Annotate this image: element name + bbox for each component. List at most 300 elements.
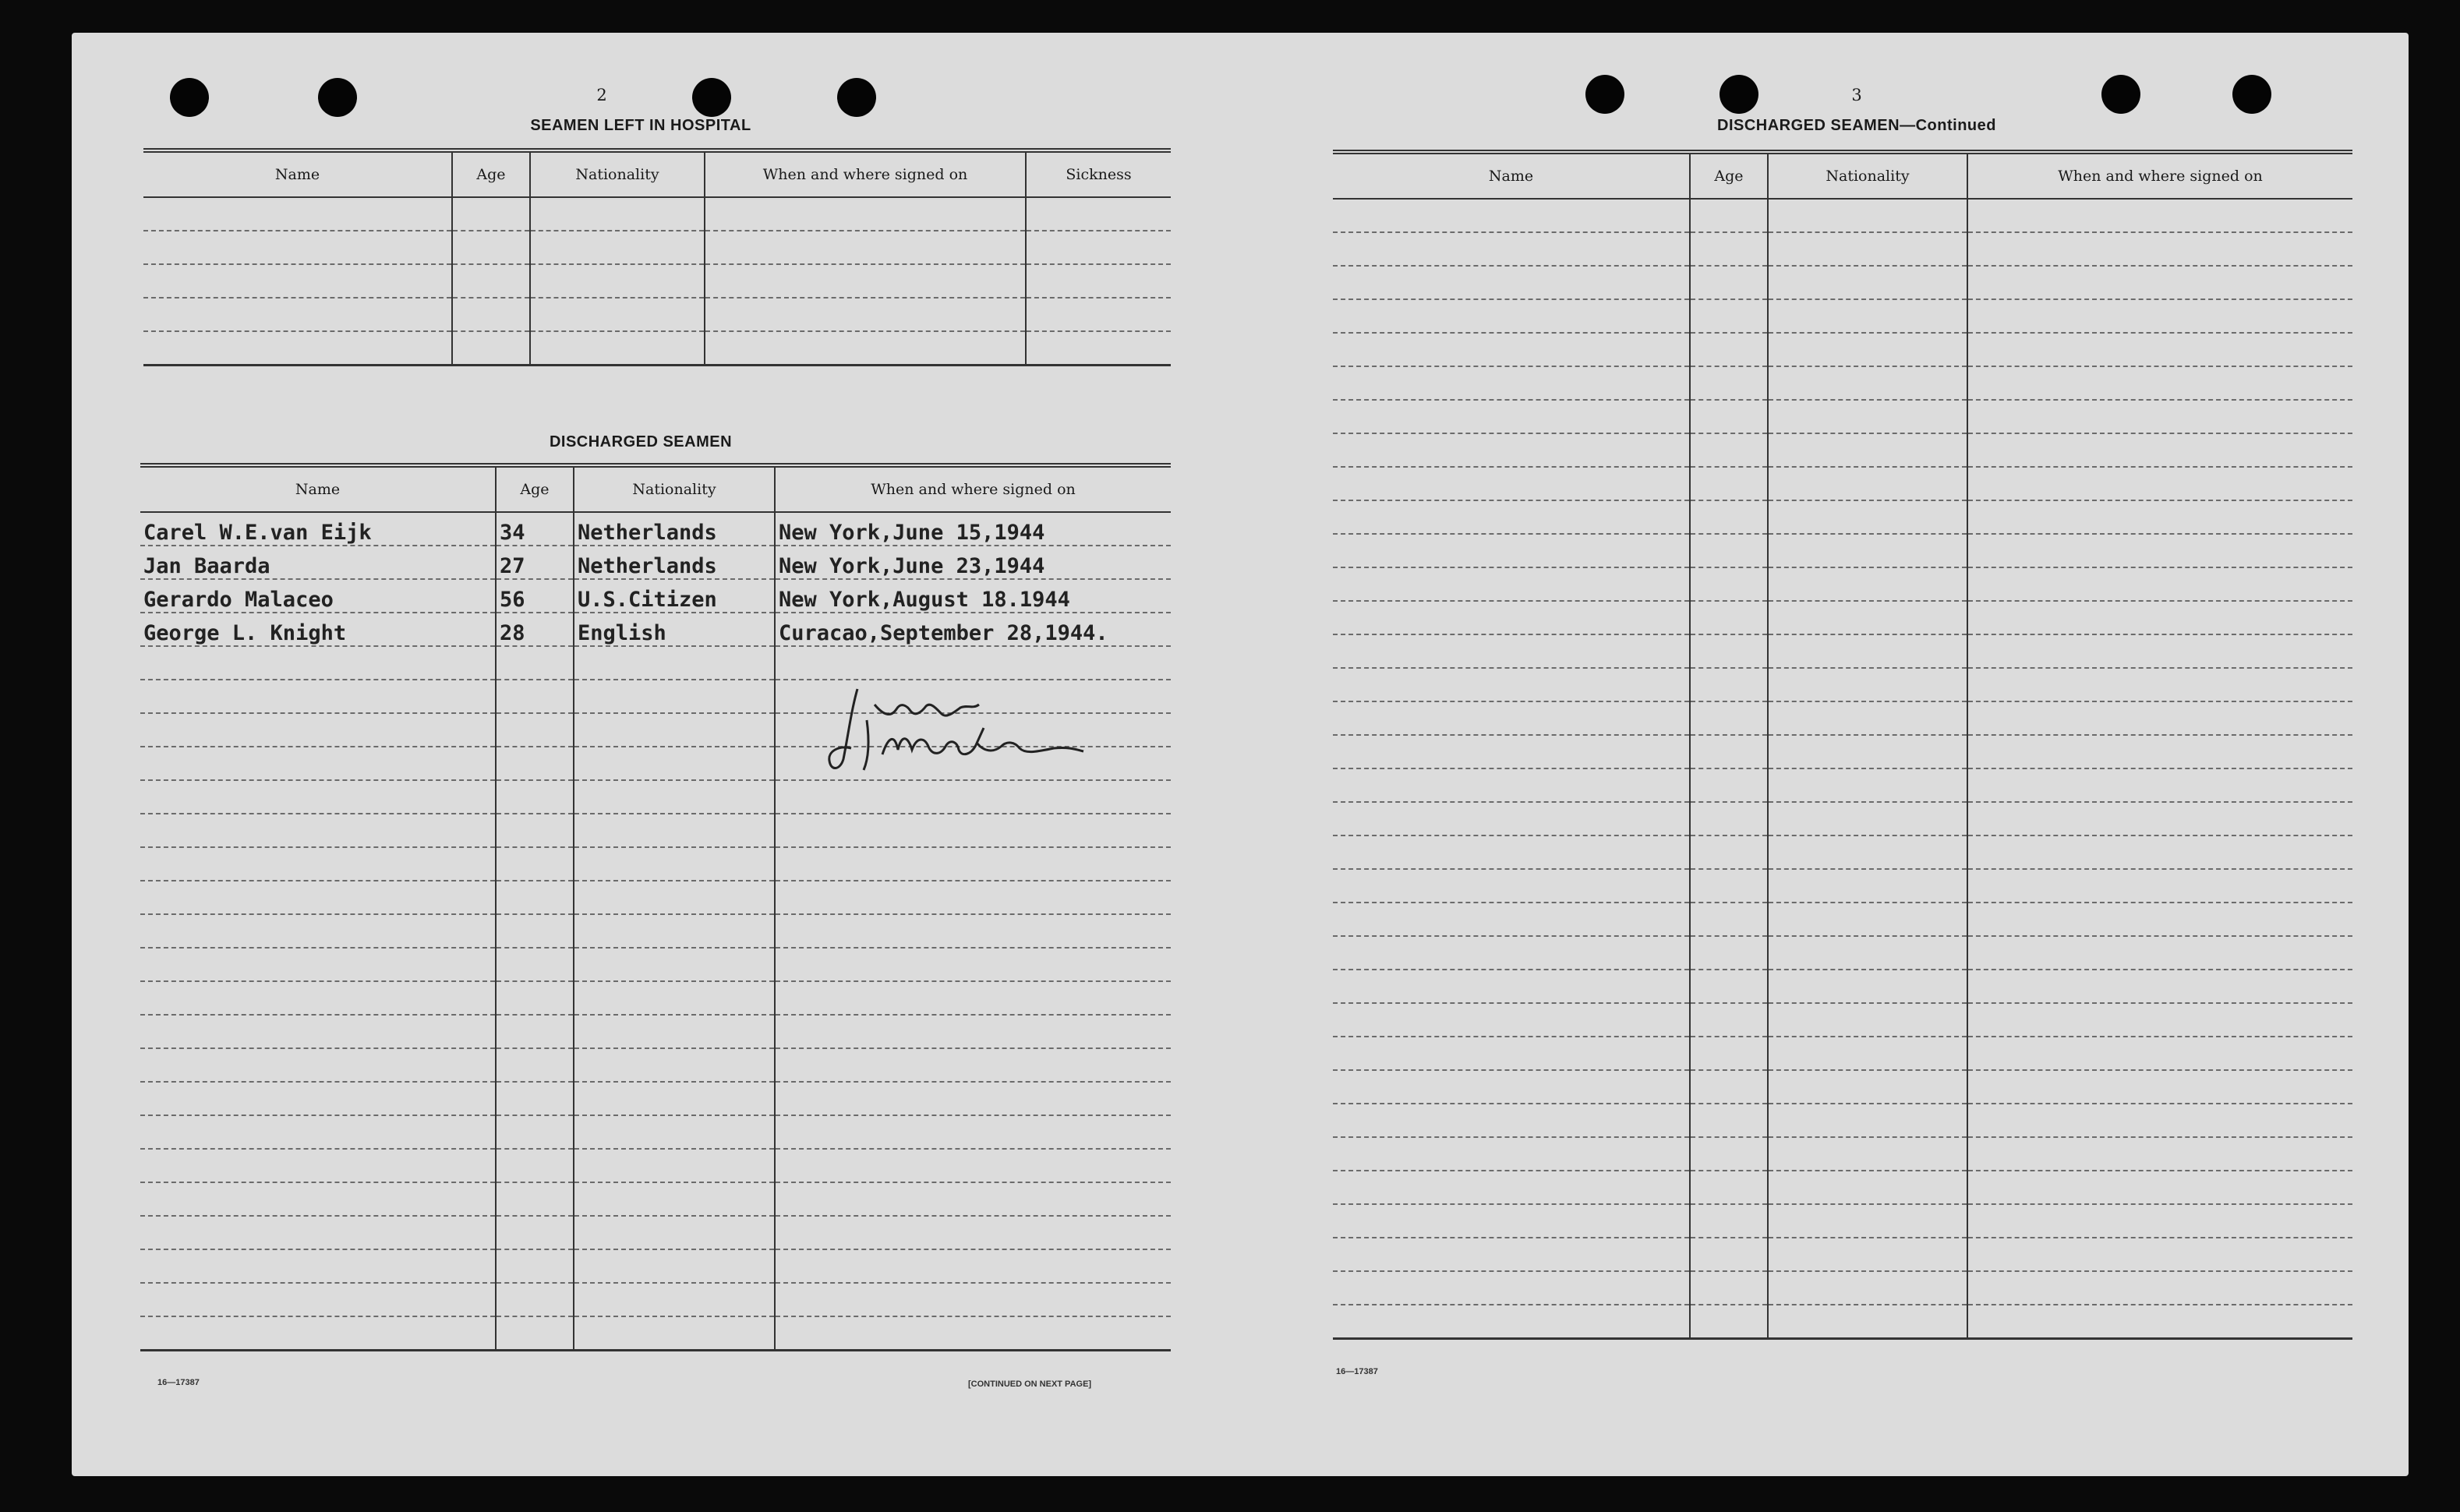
table-cell: [140, 1283, 496, 1316]
table-cell: [1333, 869, 1690, 903]
table-row: [140, 948, 1171, 981]
table-cell: [1333, 232, 1690, 266]
table-cell: [775, 948, 1171, 981]
table-cell: [1967, 970, 2352, 1003]
table-cell: [1333, 1171, 1690, 1204]
table-cell: [496, 747, 574, 780]
table-row: [143, 231, 1171, 264]
table-cell: [1967, 1104, 2352, 1137]
table-cell: [1333, 500, 1690, 534]
column-header: When and where signed on: [705, 150, 1026, 197]
table-cell: [1967, 1070, 2352, 1104]
table-row: [143, 264, 1171, 298]
table-cell: [1690, 567, 1768, 601]
table-row: [1333, 768, 2352, 802]
table-cell: [1690, 534, 1768, 567]
paper-sheet: [72, 33, 2409, 1476]
table-cell: [1333, 1070, 1690, 1104]
table-row: [140, 1182, 1171, 1216]
table-cell: [496, 1015, 574, 1048]
table-cell: [1690, 333, 1768, 366]
table-cell: [574, 948, 775, 981]
table-cell: [140, 1115, 496, 1149]
table-cell: [1333, 1003, 1690, 1037]
table-cell: [1690, 1003, 1768, 1037]
table-cell: [1690, 1204, 1768, 1238]
table-cell: [1690, 1037, 1768, 1070]
table-cell: [1690, 500, 1768, 534]
table-cell: [574, 646, 775, 680]
master-signature: [820, 673, 1101, 775]
table-cell: [1690, 299, 1768, 333]
table-cell: [496, 1149, 574, 1182]
table-cell: [1768, 333, 1967, 366]
table-cell: [496, 1283, 574, 1316]
table-row: [140, 1115, 1171, 1149]
table-row: [140, 1149, 1171, 1182]
table-cell: Curacao,September 28,1944.: [775, 613, 1171, 646]
table-row: [143, 298, 1171, 331]
discharged-section-title: DISCHARGED SEAMEN: [549, 433, 733, 450]
title-suffix: —Continued: [1900, 117, 1996, 134]
table-cell: Netherlands: [574, 512, 775, 546]
table-cell: [775, 1316, 1171, 1351]
table-row: [140, 1316, 1171, 1351]
table-cell: English: [574, 613, 775, 646]
table-row: [1333, 1305, 2352, 1339]
table-cell: [1967, 601, 2352, 634]
table-cell: [1967, 802, 2352, 835]
table-cell: [140, 914, 496, 948]
table-cell: [1690, 1305, 1768, 1339]
table-cell: [1768, 1070, 1967, 1104]
table-cell: [140, 1082, 496, 1115]
table-cell: [1690, 1070, 1768, 1104]
table-cell: [1690, 869, 1768, 903]
table-cell: [140, 1015, 496, 1048]
table-cell: [1690, 835, 1768, 869]
table-cell: [574, 1082, 775, 1115]
table-cell: [452, 197, 530, 231]
table-cell: [140, 1048, 496, 1082]
table-cell: [1967, 634, 2352, 668]
table-cell: [1690, 802, 1768, 835]
table-cell: [1768, 1204, 1967, 1238]
table-cell: [1333, 1271, 1690, 1305]
table-row: [1333, 1104, 2352, 1137]
table-cell: [1333, 735, 1690, 768]
table-cell: [496, 981, 574, 1015]
table-cell: [1967, 701, 2352, 735]
table-row: [140, 1249, 1171, 1283]
table-cell: [1768, 266, 1967, 299]
table-cell: [1967, 1271, 2352, 1305]
table-cell: [1768, 1037, 1967, 1070]
discharged-continued-title: [1615, 117, 2098, 135]
table-row: [1333, 802, 2352, 835]
table-cell: [1768, 1003, 1967, 1037]
table-cell: [574, 1015, 775, 1048]
table-row: [1333, 668, 2352, 701]
table-cell: [530, 197, 705, 231]
table-row: [1333, 936, 2352, 970]
table-cell: [1768, 433, 1967, 467]
table-cell: [775, 780, 1171, 814]
table-cell: [1690, 1238, 1768, 1271]
table-cell: [496, 1115, 574, 1149]
table-cell: [1967, 500, 2352, 534]
table-row: [1333, 869, 2352, 903]
table-cell: [530, 264, 705, 298]
table-cell: [1768, 199, 1967, 232]
table-cell: [775, 814, 1171, 847]
table-row: [1333, 1238, 2352, 1271]
table-row: [140, 914, 1171, 948]
table-row: [1333, 1003, 2352, 1037]
table-cell: [1768, 768, 1967, 802]
table-cell: [1967, 534, 2352, 567]
table-cell: [775, 1048, 1171, 1082]
table-cell: [1690, 400, 1768, 433]
table-row: [1333, 534, 2352, 567]
column-header: Name: [1333, 152, 1690, 199]
table-cell: [452, 231, 530, 264]
table-cell: [775, 1015, 1171, 1048]
table-cell: [1768, 735, 1967, 768]
table-cell: [1690, 1271, 1768, 1305]
table-cell: [140, 780, 496, 814]
table-cell: Netherlands: [574, 546, 775, 579]
table-cell: [1026, 331, 1171, 366]
table-row: [1333, 1070, 2352, 1104]
table-cell: [1690, 601, 1768, 634]
table-row: [1333, 199, 2352, 232]
table-cell: [705, 264, 1026, 298]
table-cell: [1333, 400, 1690, 433]
table-cell: [496, 646, 574, 680]
table-row: [140, 814, 1171, 847]
table-cell: [1768, 1137, 1967, 1171]
table-cell: [775, 847, 1171, 881]
table-row: [1333, 299, 2352, 333]
table-row: [140, 1048, 1171, 1082]
table-cell: [1967, 1204, 2352, 1238]
column-header: Nationality: [530, 150, 705, 197]
table-cell: [496, 1082, 574, 1115]
table-cell: [1333, 1204, 1690, 1238]
table-cell: [1768, 869, 1967, 903]
table-cell: [1333, 1104, 1690, 1137]
table-cell: [1967, 768, 2352, 802]
table-cell: [775, 914, 1171, 948]
table-cell: [140, 881, 496, 914]
table-cell: [1967, 433, 2352, 467]
table-row: [1333, 601, 2352, 634]
table-cell: 27: [496, 546, 574, 579]
left-page: [72, 33, 1202, 1476]
table-cell: [775, 1249, 1171, 1283]
table-row: [1333, 1171, 2352, 1204]
table-cell: [1690, 903, 1768, 936]
table-cell: [1967, 366, 2352, 400]
table-cell: [1768, 701, 1967, 735]
table-cell: [1690, 735, 1768, 768]
column-header: When and where signed on: [775, 465, 1171, 512]
table-row: [1333, 567, 2352, 601]
table-cell: [1333, 601, 1690, 634]
table-cell: [1967, 567, 2352, 601]
table-cell: [140, 1249, 496, 1283]
table-cell: [1967, 232, 2352, 266]
table-cell: [1967, 835, 2352, 869]
table-row: [1333, 701, 2352, 735]
table-cell: [1967, 735, 2352, 768]
table-row: [140, 1283, 1171, 1316]
table-cell: [1768, 299, 1967, 333]
table-row: [140, 546, 1171, 579]
table-row: [140, 780, 1171, 814]
table-cell: [1768, 567, 1967, 601]
table-cell: [496, 1249, 574, 1283]
table-cell: [1967, 668, 2352, 701]
table-cell: [574, 1149, 775, 1182]
right-page: [1288, 33, 2409, 1476]
table-row: [1333, 266, 2352, 299]
table-cell: U.S.Citizen: [574, 579, 775, 613]
table-cell: [1768, 1238, 1967, 1271]
table-cell: [1768, 601, 1967, 634]
table-cell: [1768, 970, 1967, 1003]
table-cell: [1333, 835, 1690, 869]
table-row: [1333, 1137, 2352, 1171]
table-cell: [1690, 668, 1768, 701]
table-cell: New York,August 18.1944: [775, 579, 1171, 613]
table-cell: [1967, 467, 2352, 500]
table-cell: [1026, 264, 1171, 298]
table-cell: [574, 914, 775, 948]
continued-note: [CONTINUED ON NEXT PAGE]: [968, 1380, 1092, 1389]
table-cell: [574, 747, 775, 780]
table-cell: [1768, 1305, 1967, 1339]
table-row: [1333, 366, 2352, 400]
table-cell: [452, 298, 530, 331]
table-cell: [1333, 970, 1690, 1003]
table-row: [140, 512, 1171, 546]
column-header: Nationality: [1768, 152, 1967, 199]
table-row: [140, 613, 1171, 646]
table-cell: [530, 331, 705, 366]
table-row: [1333, 835, 2352, 869]
table-cell: [775, 981, 1171, 1015]
table-cell: [1690, 634, 1768, 668]
table-cell: [775, 1082, 1171, 1115]
table-cell: New York,June 23,1944: [775, 546, 1171, 579]
table-cell: [1333, 936, 1690, 970]
table-cell: [140, 1316, 496, 1351]
table-cell: [574, 981, 775, 1015]
table-cell: [1333, 701, 1690, 735]
table-cell: [496, 1316, 574, 1351]
table-cell: [496, 1216, 574, 1249]
table-row: [1333, 232, 2352, 266]
table-cell: [705, 231, 1026, 264]
table-cell: [1690, 433, 1768, 467]
table-cell: [1967, 266, 2352, 299]
table-cell: [452, 264, 530, 298]
table-row: [1333, 970, 2352, 1003]
table-row: [1333, 333, 2352, 366]
table-cell: [1967, 333, 2352, 366]
table-row: [140, 1216, 1171, 1249]
table-cell: [574, 1249, 775, 1283]
table-cell: [705, 298, 1026, 331]
table-row: [140, 1015, 1171, 1048]
table-cell: [496, 680, 574, 713]
table-cell: George L. Knight: [140, 613, 496, 646]
table-cell: Gerardo Malaceo: [140, 579, 496, 613]
table-cell: [496, 814, 574, 847]
table-row: [1333, 400, 2352, 433]
table-cell: [1967, 869, 2352, 903]
table-cell: [1967, 400, 2352, 433]
table-cell: [574, 814, 775, 847]
table-cell: [1768, 232, 1967, 266]
column-header: Age: [496, 465, 574, 512]
table-cell: 34: [496, 512, 574, 546]
table-cell: [574, 780, 775, 814]
table-cell: [140, 847, 496, 881]
table-cell: [1333, 802, 1690, 835]
table-cell: [1768, 366, 1967, 400]
table-cell: [1690, 467, 1768, 500]
table-row: [1333, 1204, 2352, 1238]
table-row: [143, 197, 1171, 231]
table-cell: [1333, 768, 1690, 802]
table-cell: [1967, 903, 2352, 936]
table-cell: [1690, 936, 1768, 970]
table-cell: [574, 1115, 775, 1149]
table-cell: [1026, 231, 1171, 264]
table-cell: Carel W.E.van Eijk: [140, 512, 496, 546]
table-row: [140, 1082, 1171, 1115]
table-cell: [1967, 199, 2352, 232]
table-cell: [1690, 701, 1768, 735]
table-cell: [140, 1182, 496, 1216]
table-cell: [140, 814, 496, 847]
table-cell: [143, 197, 452, 231]
table-cell: [1967, 1037, 2352, 1070]
table-row: [1333, 500, 2352, 534]
table-row: [140, 981, 1171, 1015]
table-cell: 56: [496, 579, 574, 613]
table-cell: [775, 881, 1171, 914]
table-cell: [574, 713, 775, 747]
table-cell: [1967, 1137, 2352, 1171]
table-cell: [452, 331, 530, 366]
table-cell: [775, 1216, 1171, 1249]
table-cell: [574, 1316, 775, 1351]
table-cell: [1690, 1137, 1768, 1171]
table-row: [140, 881, 1171, 914]
table-cell: [140, 948, 496, 981]
table-cell: [574, 680, 775, 713]
table-cell: [530, 298, 705, 331]
table-cell: [1690, 1171, 1768, 1204]
table-cell: [1026, 298, 1171, 331]
table-cell: [140, 747, 496, 780]
table-row: [1333, 1037, 2352, 1070]
table-cell: [1768, 802, 1967, 835]
form-number: 16—17387: [1336, 1367, 1378, 1376]
table-cell: [1690, 199, 1768, 232]
table-cell: [1333, 467, 1690, 500]
table-cell: [1690, 768, 1768, 802]
column-header: When and where signed on: [1967, 152, 2352, 199]
table-cell: [1333, 299, 1690, 333]
table-row: [143, 331, 1171, 366]
column-header: Age: [452, 150, 530, 197]
table-cell: [1967, 936, 2352, 970]
table-cell: [775, 1149, 1171, 1182]
table-cell: [496, 713, 574, 747]
table-cell: [1690, 232, 1768, 266]
form-number: 16—17387: [157, 1378, 200, 1387]
table-row: [1333, 467, 2352, 500]
table-cell: [496, 948, 574, 981]
page-number: 3: [1851, 86, 1862, 104]
table-cell: [496, 847, 574, 881]
table-cell: [1690, 266, 1768, 299]
table-row: [1333, 903, 2352, 936]
table-row: [1333, 433, 2352, 467]
table-cell: [1768, 500, 1967, 534]
table-cell: [574, 1283, 775, 1316]
table-cell: [1768, 1104, 1967, 1137]
column-header: Nationality: [574, 465, 775, 512]
table-cell: [1333, 366, 1690, 400]
table-cell: [1768, 1171, 1967, 1204]
table-cell: [1967, 1238, 2352, 1271]
table-row: [1333, 1271, 2352, 1305]
table-cell: [1967, 1305, 2352, 1339]
table-cell: [775, 1283, 1171, 1316]
table-cell: Jan Baarda: [140, 546, 496, 579]
table-cell: [1768, 668, 1967, 701]
table-row: [1333, 735, 2352, 768]
table-cell: [1333, 534, 1690, 567]
table-cell: [1768, 835, 1967, 869]
table-cell: [1967, 299, 2352, 333]
table-cell: [574, 881, 775, 914]
table-cell: [140, 680, 496, 713]
table-cell: [496, 1048, 574, 1082]
table-cell: [496, 1182, 574, 1216]
table-cell: [1333, 903, 1690, 936]
table-cell: [1333, 1037, 1690, 1070]
table-cell: [143, 264, 452, 298]
table-cell: [1768, 467, 1967, 500]
table-row: [1333, 634, 2352, 668]
table-cell: [1026, 197, 1171, 231]
table-cell: [140, 713, 496, 747]
table-cell: [143, 231, 452, 264]
table-cell: [1690, 1104, 1768, 1137]
table-cell: [496, 881, 574, 914]
table-cell: 28: [496, 613, 574, 646]
table-cell: [1768, 634, 1967, 668]
column-header: Name: [140, 465, 496, 512]
column-header: Sickness: [1026, 150, 1171, 197]
